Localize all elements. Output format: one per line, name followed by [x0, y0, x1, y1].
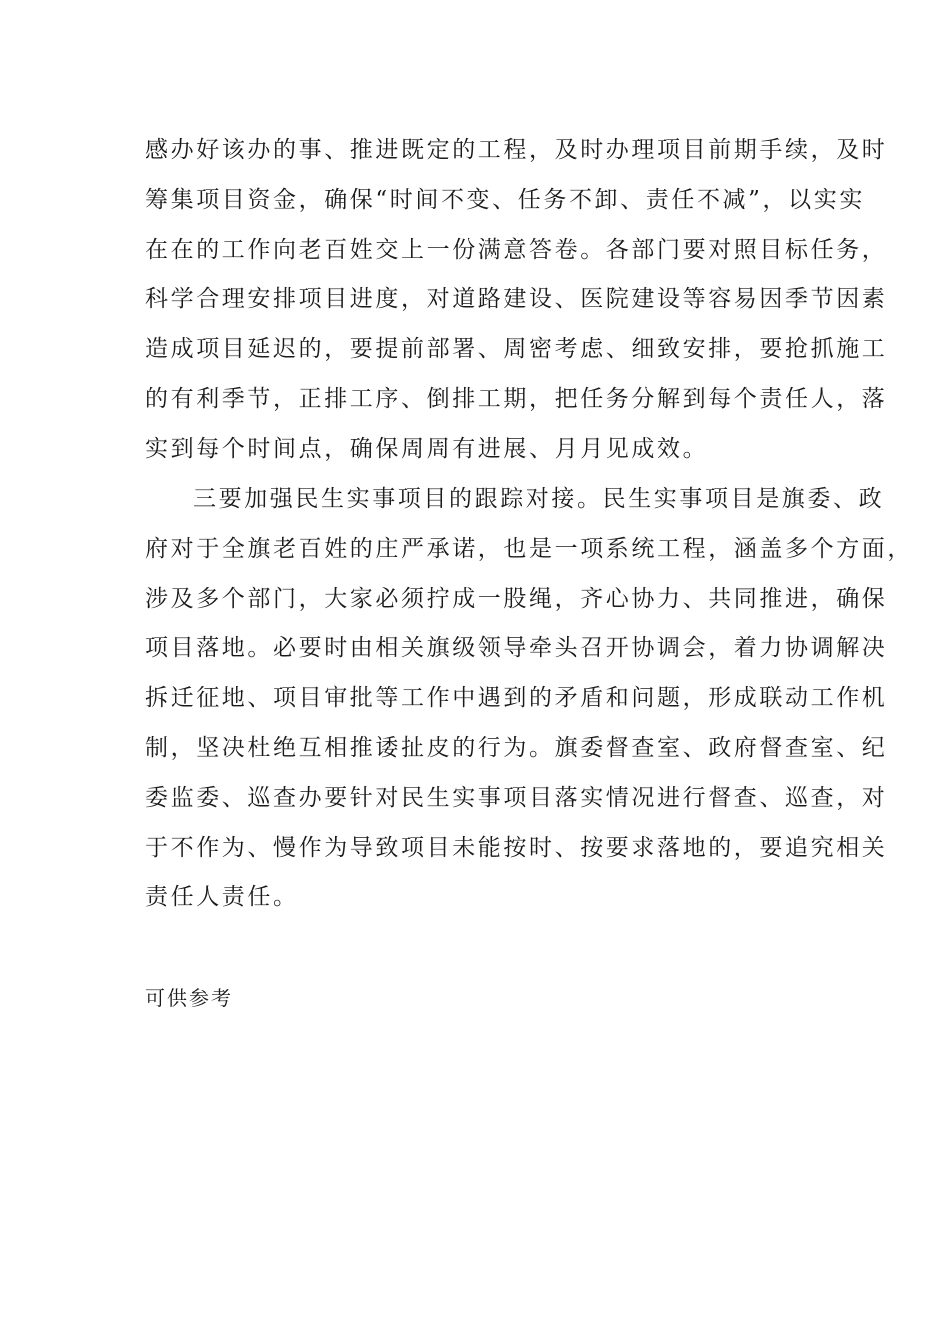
text-line: 责任人责任。 [145, 884, 299, 911]
closing-note: 可供参考 [145, 986, 233, 1010]
paragraph-2 [145, 475, 913, 923]
text-line: 委监委、巡查办要针对民生实事项目落实情况进行督查、巡查，对 [145, 784, 888, 811]
text-line: 实到每个时间点，确保周周有进展、月月见成效。 [145, 435, 709, 462]
text-line: 在在的工作向老百姓交上一份满意答卷。各部门要对照目标任务， [145, 236, 888, 263]
text-line: 感办好该办的事、推进既定的工程，及时办理项目前期手续，及时 [145, 137, 888, 163]
text-line: 府对于全旗老百姓的庄严承诺，也是一项系统工程，涵盖多个方面， [145, 535, 913, 562]
text-line: 三要加强民生实事项目的跟踪对接。民生实事项目是旗委、政 [193, 486, 885, 512]
text-line: 造成项目延迟的，要提前部署、周密考虑、细致安排，要抢抓施工 [145, 336, 888, 363]
text-line: 科学合理安排项目进度，对道路建设、医院建设等容易因季节因素 [145, 286, 888, 313]
text-line: 筹集项目资金，确保“时间不变、任务不卸、责任不减”，以实实 [145, 186, 865, 213]
text-line: 项目落地。必要时由相关旗级领导牵头召开协调会，着力协调解决 [145, 635, 888, 662]
text-line: 于不作为、慢作为导致项目未能按时、按要求落地的，要追究相关 [145, 834, 888, 861]
text-line: 涉及多个部门，大家必须拧成一股绳，齐心协力、共同推进，确保 [145, 585, 888, 612]
text-line: 拆迁征地、项目审批等工作中遇到的矛盾和问题，形成联动工作机 [145, 685, 888, 712]
paragraph-1 [145, 126, 888, 475]
text-line: 制，坚决杜绝互相推诿扯皮的行为。旗委督查室、政府督查室、纪 [145, 734, 888, 761]
text-line: 的有利季节，正排工序、倒排工期，把任务分解到每个责任人，落 [145, 385, 888, 412]
